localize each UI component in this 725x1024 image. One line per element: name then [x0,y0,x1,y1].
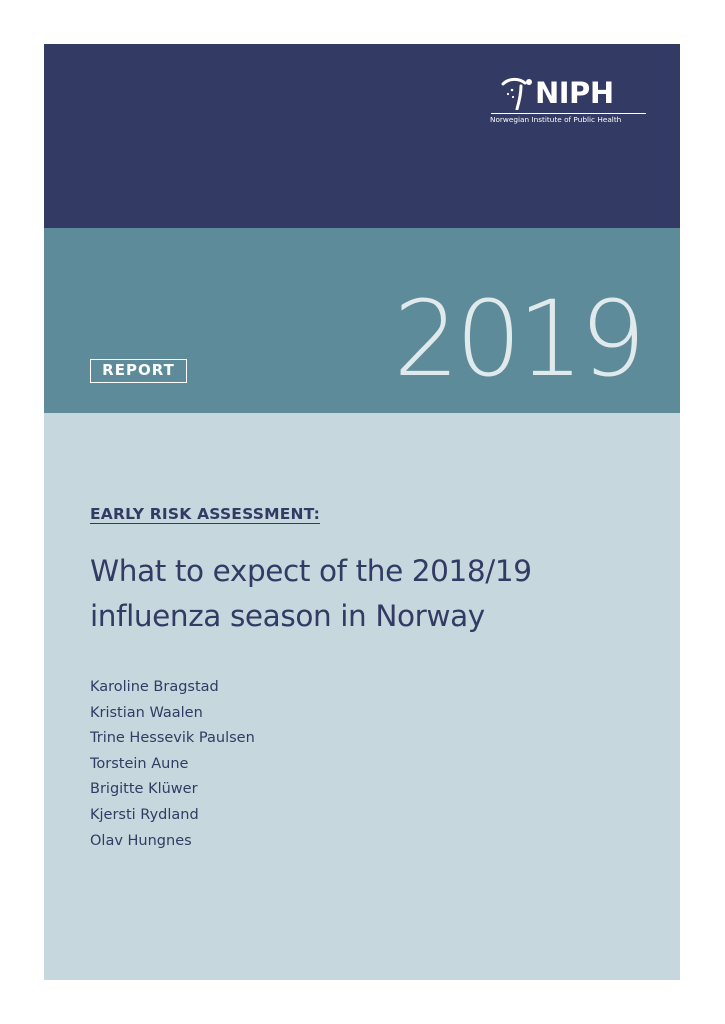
title-line-1: What to expect of the 2018/19 [90,554,532,588]
logo-divider [491,113,646,114]
niph-logo [489,74,649,126]
report-cover [44,44,680,980]
niph-figure-icon [499,76,533,110]
top-band [44,44,680,228]
author-name: Kjersti Rydland [90,806,199,823]
report-year: 2019 [393,278,642,400]
author-name: Kristian Waalen [90,704,203,721]
report-kicker: EARLY RISK ASSESSMENT: [90,505,321,523]
author-list [90,675,255,854]
title-line-2: influenza season in Norway [90,599,485,633]
author-name: Trine Hessevik Paulsen [90,730,255,747]
author-name: Olav Hungnes [90,832,192,849]
author-name: Brigitte Klüwer [90,781,198,798]
report-badge: REPORT [90,359,187,383]
logo-wordmark: NIPH [535,76,614,110]
author-name: Torstein Aune [90,755,189,772]
author-name: Karoline Bragstad [90,679,219,695]
logo-subtitle: Norwegian Institute of Public Health [490,115,622,124]
report-title [90,549,610,639]
